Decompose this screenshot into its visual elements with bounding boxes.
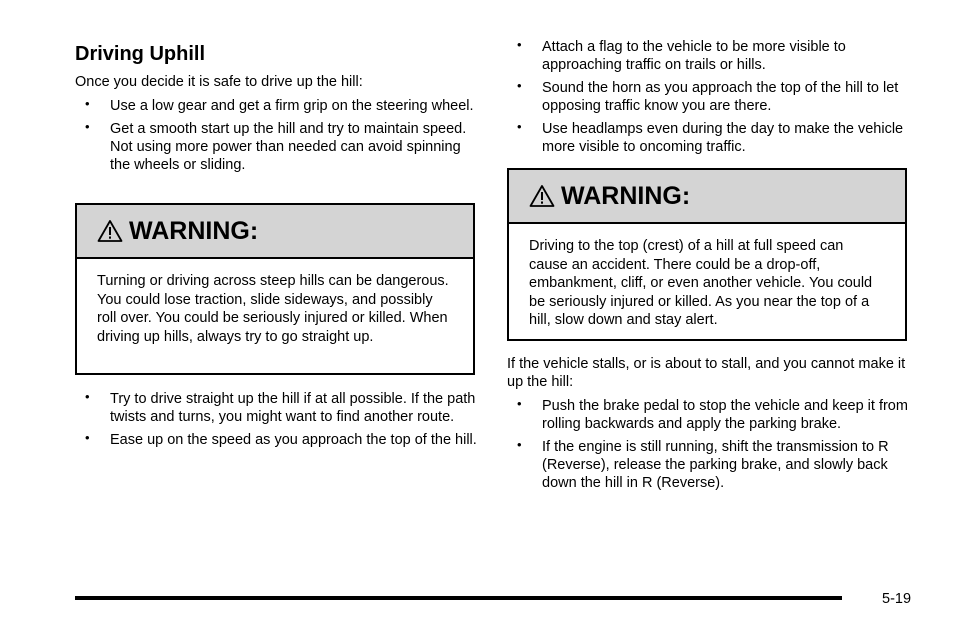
list-item-text: If the engine is still running, shift the transmission to R (Reverse), release the parking brake, and slowly back down the hill in R (Reverse). (542, 439, 889, 491)
list-item (507, 120, 909, 156)
intro-paragraph: Once you decide it is safe to drive up the hill: (75, 74, 363, 90)
bullet-icon: • (85, 430, 90, 445)
section-heading: Driving Uphill (75, 43, 205, 65)
list-item (507, 38, 909, 74)
bullet-icon: • (517, 437, 522, 452)
list-item (75, 431, 477, 449)
bullet-list-top (75, 97, 477, 179)
warning-triangle-icon (97, 219, 123, 243)
list-item-text: Ease up on the speed as you approach the top of the hill. (110, 432, 477, 448)
bullet-icon: • (85, 119, 90, 134)
stall-intro-paragraph: If the vehicle stalls, or is about to stall, and you cannot make it up the hill: (507, 356, 906, 390)
bullet-list-bottom (75, 390, 477, 454)
page-number: 5-19 (882, 591, 912, 607)
list-item (507, 397, 909, 433)
list-item-text: Use a low gear and get a firm grip on the steering wheel. (110, 98, 474, 114)
warning-box (507, 168, 907, 341)
bullet-icon: • (517, 396, 522, 411)
list-item-text: Attach a flag to the vehicle to be more visible to approaching traffic on trails or hills. (542, 39, 846, 73)
footer-rule (75, 596, 842, 600)
bullet-list-bottom (507, 397, 909, 497)
warning-header (77, 205, 473, 259)
warning-box (75, 203, 475, 375)
list-item (75, 97, 477, 115)
list-item-text: Use headlamps even during the day to make the vehicle more visible to oncoming traffic. (542, 121, 904, 155)
warning-header (509, 170, 905, 224)
list-item (75, 120, 477, 174)
list-item (507, 438, 909, 492)
warning-text: Turning or driving across steep hills can be dangerous. You could lose traction, slide sideways, and possibly roll over. You could be seriously injured or killed. When driving up hills, always try to go straight up. (97, 273, 449, 345)
bullet-icon: • (517, 78, 522, 93)
warning-text: Driving to the top (crest) of a hill at full speed can cause an accident. There could be a drop-off, embankment, cliff, or even another vehicle. You could be seriously injured or killed. As you near the top of a hill, slow down and stay alert. (529, 238, 873, 328)
bullet-icon: • (85, 96, 90, 111)
bullet-list-top (507, 38, 909, 161)
list-item-text: Sound the horn as you approach the top of the hill to let opposing traffic know you are there. (542, 80, 899, 114)
warning-triangle-icon (529, 184, 555, 208)
list-item-text: Try to drive straight up the hill if at all possible. If the path twists and turns, you might want to find another route. (110, 391, 476, 425)
warning-label: WARNING: (561, 182, 691, 210)
bullet-icon: • (517, 37, 522, 52)
list-item (75, 390, 477, 426)
warning-label: WARNING: (129, 217, 259, 245)
bullet-icon: • (85, 389, 90, 404)
list-item-text: Get a smooth start up the hill and try to maintain speed. Not using more power than needed can avoid spinning the wheels or sliding. (110, 121, 467, 173)
bullet-icon: • (517, 119, 522, 134)
list-item (507, 79, 909, 115)
list-item-text: Push the brake pedal to stop the vehicle and keep it from rolling backwards and apply the parking brake. (542, 398, 908, 432)
